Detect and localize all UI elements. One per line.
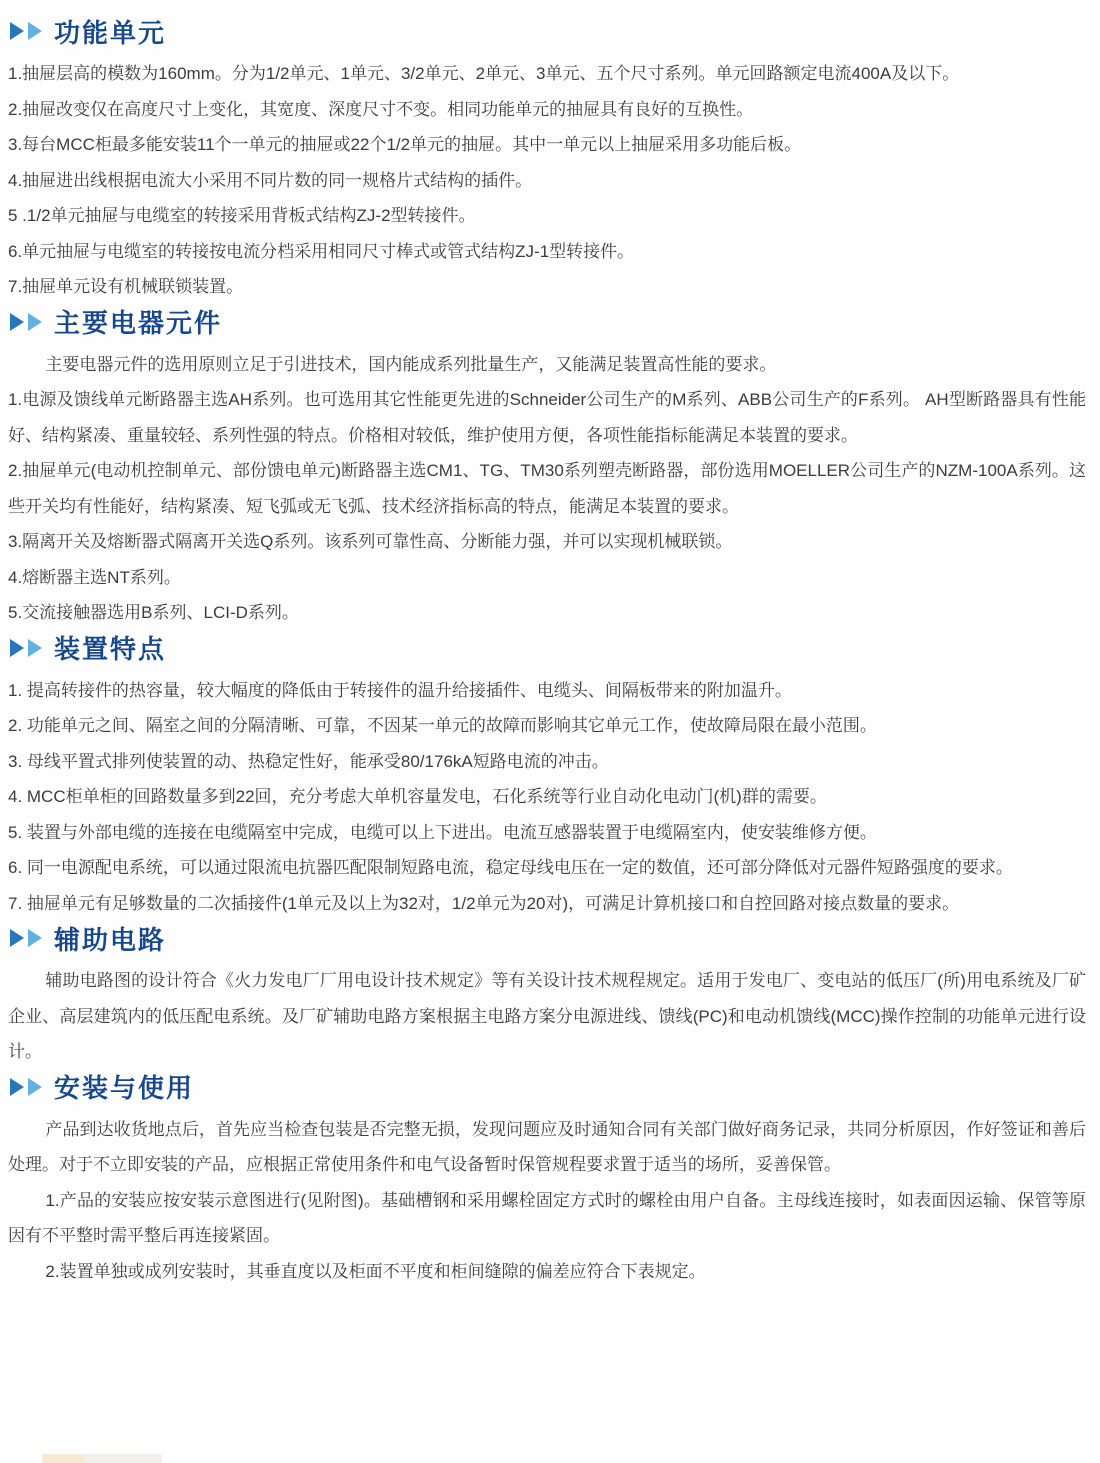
section-title: 功能单元 xyxy=(54,17,167,48)
intro-paragraph: 主要电器元件的选用原则立足于引进技术，国内能成系列批量生产，又能满足装置高性能的要求。 xyxy=(45,354,777,374)
arrow-right-icon xyxy=(10,639,24,657)
list-item: 5 .1/2单元抽屉与电缆室的转接采用背板式结构ZJ-2型转接件。 xyxy=(8,206,476,225)
section-device-features xyxy=(8,631,1086,922)
section-heading xyxy=(10,921,1086,955)
list-item: 7. 抽屉单元有足够数量的二次插接件(1单元及以上为32对，1/2单元为20对)，可满足计算机接口和自控回路对接点数量的要求。 xyxy=(8,893,960,913)
list-item: 4.熔断器主选NT系列。 xyxy=(8,567,181,587)
list-item: 2.装置单独或成列安装时，其垂直度以及柜面不平度和柜间缝隙的偏差应符合下表规定。 xyxy=(45,1261,706,1281)
list-item: 7.抽屉单元设有机械联锁装置。 xyxy=(8,277,244,296)
list-item: 5.交流接触器选用B系列、LCI-D系列。 xyxy=(8,603,299,622)
list-item: 4.抽屉进出线根据电流大小采用不同片数的同一规格片式结构的插件。 xyxy=(8,170,533,190)
section-heading xyxy=(10,1070,1086,1104)
section-functional-units xyxy=(8,14,1086,305)
list-item: 1.电源及馈线单元断路器主选AH系列。也可选用其它性能更先进的Schneider公司生产的M系列、ABB公司生产的F系列。 AH型断路器具有性能好、结构紧凑、重量较轻、系列性强的特点。价格相对较低，维护使用方便，各项性能指标能满足本装置的要求。 xyxy=(8,390,1086,445)
list-item: 3.隔离开关及熔断器式隔离开关选Q系列。该系列可靠性高、分断能力强，并可以实现机械联锁。 xyxy=(8,532,733,551)
arrow-right-icon xyxy=(28,639,42,657)
list-item: 2. 功能单元之间、隔室之间的分隔清晰、可靠，不因某一单元的故障而影响其它单元工作，使故障局限在最小范围。 xyxy=(8,716,877,735)
section-auxiliary-circuit xyxy=(8,921,1086,1070)
list-item: 1. 提高转接件的热容量，较大幅度的降低由于转接件的温升给接插件、电缆头、间隔板带来的附加温升。 xyxy=(8,680,792,700)
intro-paragraph: 辅助电路图的设计符合《火力发电厂厂用电设计技术规定》等有关设计技术规程规定。适用于发电厂、变电站的低压厂(所)用电系统及厂矿企业、高层建筑内的低压配电系统。及厂矿辅助电路方案根据主电路方案分电源进线、馈线(PC)和电动机馈线(MCC)操作控制的功能单元进行设计。 xyxy=(8,971,1086,1061)
intro-paragraph: 产品到达收货地点后，首先应当检查包装是否完整无损，发现问题应及时通知合同有关部门做好商务记录，共同分析原因，作好签证和善后处理。对于不立即安装的产品，应根据正常使用条件和电气设备暂时保管规程要求置于适当的场所，妥善保管。 xyxy=(8,1119,1086,1174)
cut-off-next-element xyxy=(42,1454,162,1463)
arrow-right-icon xyxy=(28,1078,42,1096)
section-body xyxy=(8,56,1086,305)
list-item: 1.产品的安装应按安装示意图进行(见附图)。基础槽钢和采用螺栓固定方式时的螺栓由用户自备。主母线连接时，如表面因运输、保管等原因有不平整时需平整后再连接紧固。 xyxy=(8,1190,1086,1245)
section-title: 主要电器元件 xyxy=(54,308,223,338)
section-body xyxy=(8,963,1086,1070)
arrow-right-icon xyxy=(28,22,42,40)
list-item: 4. MCC柜单柜的回路数量多到22回，充分考虑大单机容量发电，石化系统等行业自动化电动门(机)群的需要。 xyxy=(8,787,827,806)
arrow-right-icon xyxy=(10,1078,24,1096)
arrow-right-icon xyxy=(28,929,42,947)
list-item: 3. 母线平置式排列使装置的动、热稳定性好，能承受80/176kA短路电流的冲击。 xyxy=(8,751,609,771)
list-item: 6. 同一电源配电系统，可以通过限流电抗器匹配限制短路电流，稳定母线电压在一定的数值，还可部分降低对元器件短路强度的要求。 xyxy=(8,858,1013,877)
list-item: 2.抽屉单元(电动机控制单元、部份馈电单元)断路器主选CM1、TG、TM30系列塑壳断路器，部份选用MOELLER公司生产的NZM-100A系列。这些开关均有性能好，结构紧凑、短飞弧或无飞弧、技术经济指标高的特点，能满足本装置的要求。 xyxy=(8,461,1086,516)
arrow-right-icon xyxy=(10,313,24,331)
section-heading xyxy=(10,14,1086,48)
section-body xyxy=(8,1112,1086,1290)
list-item: 1.抽屉层高的模数为160mm。分为1/2单元、1单元、3/2单元、2单元、3单元、五个尺寸系列。单元回路额定电流400A及以下。 xyxy=(8,64,960,83)
section-heading xyxy=(10,305,1086,339)
section-heading xyxy=(10,631,1086,665)
section-main-electrical-components xyxy=(8,305,1086,631)
section-title: 安装与使用 xyxy=(54,1073,195,1103)
list-item: 5. 装置与外部电缆的连接在电缆隔室中完成，电缆可以上下进出。电流互感器装置于电缆隔室内，使安装维修方便。 xyxy=(8,822,877,842)
section-installation-and-use xyxy=(8,1070,1086,1290)
list-item: 6.单元抽屉与电缆室的转接按电流分档采用相同尺寸棒式或管式结构ZJ-1型转接件。 xyxy=(8,241,635,261)
arrow-right-icon xyxy=(28,313,42,331)
section-body xyxy=(8,347,1086,631)
arrow-right-icon xyxy=(10,929,24,947)
section-title: 辅助电路 xyxy=(54,924,167,955)
arrow-right-icon xyxy=(10,22,24,40)
list-item: 3.每台MCC柜最多能安装11个一单元的抽屉或22个1/2单元的抽屉。其中一单元以上抽屉采用多功能后板。 xyxy=(8,135,802,154)
list-item: 2.抽屉改变仅在高度尺寸上变化，其宽度、深度尺寸不变。相同功能单元的抽屉具有良好的互换性。 xyxy=(8,99,754,119)
section-body xyxy=(8,673,1086,922)
section-title: 装置特点 xyxy=(54,634,167,664)
